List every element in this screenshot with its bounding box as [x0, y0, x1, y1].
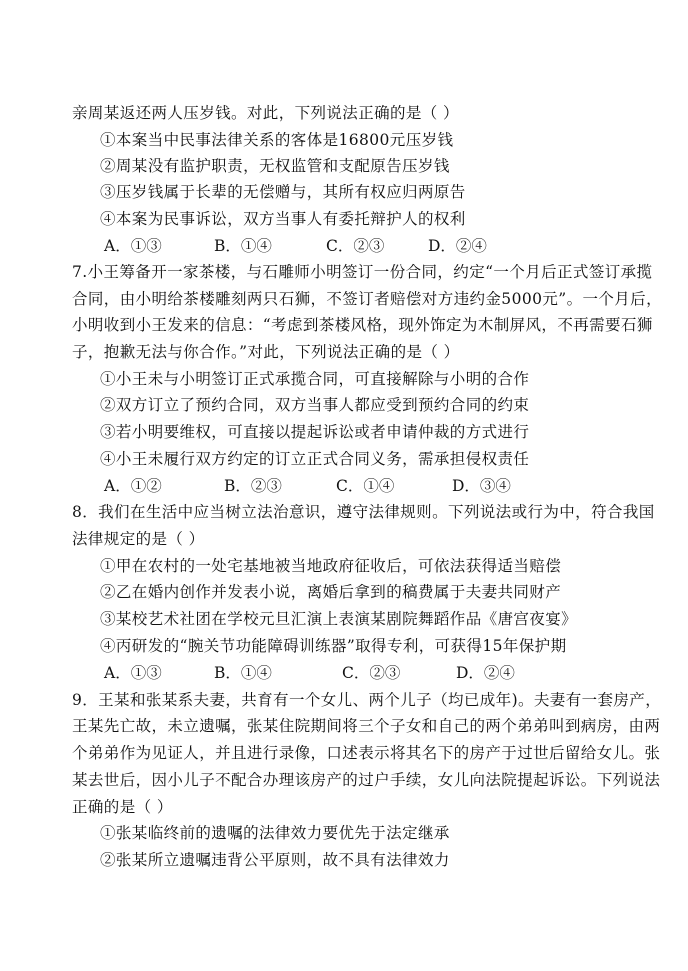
q8-option-b: B．①④: [214, 664, 272, 682]
q6-option-d: D．②④: [428, 237, 487, 255]
q8-statement-4: ④丙研发的“腕关节功能障碍训练器”取得专利，可获得15年保护期: [100, 637, 567, 655]
q6-option-a: A．①③: [104, 237, 162, 255]
q6-statement-3: ③压岁钱属于长辈的无偿赠与，其所有权应归两原告: [100, 183, 466, 201]
q9-statement-2: ②张某所立遗嘱违背公平原则，故不具有法律效力: [100, 851, 450, 869]
q6-statement-4: ④本案为民事诉讼，双方当事人有委托辩护人的权利: [100, 210, 466, 228]
q8-stem-line-1: 8．我们在生活中应当树立法治意识，遵守法律规则。下列说法或行为中，符合我国: [72, 503, 655, 521]
q7-option-d: D．③④: [452, 477, 511, 495]
q9-stem-line-3: 个弟弟作为见证人，并且进行录像，口述表示将其名下的房产于过世后留给女儿。张: [72, 744, 661, 762]
q7-option-b: B．②③: [224, 477, 282, 495]
q7-statement-3: ③若小明要维权，可直接以提起诉讼或者申请仲裁的方式进行: [100, 423, 530, 441]
q7-stem-line-3: 小明收到小王发来的信息：“考虑到茶楼风格，现外饰定为木制屏风，不再需要石狮: [72, 316, 653, 334]
q9-statement-1: ①张某临终前的遗嘱的法律效力要优先于法定继承: [100, 824, 450, 842]
q6-statement-2: ②周某没有监护职责，无权监管和支配原告压岁钱: [100, 157, 450, 175]
q6-option-b: B．①④: [214, 237, 272, 255]
q8-option-a: A．①③: [104, 664, 162, 682]
q7-stem-line-2: 合同，由小明给茶楼雕刻两只石狮，不签订者赔偿对方违约金5000元”。一个月后，: [72, 290, 662, 308]
q8-option-d: D．②④: [456, 664, 515, 682]
q6-option-c: C．②③: [326, 237, 385, 255]
q7-option-c: C．①④: [336, 477, 395, 495]
q8-option-c: C．②③: [342, 664, 401, 682]
q7-statement-2: ②双方订立了预约合同，双方当事人都应受到预约合同的约束: [100, 396, 530, 414]
q7-statement-1: ①小王未与小明签订正式承揽合同，可直接解除与小明的合作: [100, 370, 530, 388]
q7-stem-line-1: 7.小王筹备开一家茶楼，与石雕师小明签订一份合同，约定“一个月后正式签订承揽: [72, 263, 653, 281]
q8-statement-2: ②乙在婚内创作并发表小说，离婚后拿到的稿费属于夫妻共同财产: [100, 583, 562, 601]
q7-statement-4: ④小王未履行双方约定的订立正式合同义务，需承担侵权责任: [100, 450, 530, 468]
q9-stem-line-4: 某去世后，因小儿子不配合办理该房产的过户手续，女儿向法院提起诉讼。下列说法: [72, 771, 661, 789]
q8-statement-1: ①甲在农村的一处宅基地被当地政府征收后，可依法获得适当赔偿: [100, 557, 562, 575]
q8-stem-line-2: 法律规定的是（ ）: [72, 530, 205, 548]
q6-statement-1: ①本案当中民事法律关系的客体是16800元压岁钱: [100, 131, 454, 149]
q9-stem-line-5: 正确的是（ ）: [72, 798, 173, 816]
q9-stem-line-1: 9．王某和张某系夫妻，共育有一个女儿、两个儿子（均已成年)。夫妻有一套房产，: [72, 691, 662, 709]
q6-stem-tail: 亲周某返还两人压岁钱。对此，下列说法正确的是（ ）: [72, 104, 459, 122]
q8-statement-3: ③某校艺术社团在学校元旦汇演上表演某剧院舞蹈作品《唐宫夜宴》: [100, 610, 578, 628]
q7-option-a: A．①②: [104, 477, 162, 495]
q7-stem-line-4: 子，抱歉无法与你合作。”对此，下列说法正确的是（ ）: [72, 343, 460, 361]
q9-stem-line-2: 王某先亡故，未立遗嘱，张某住院期间将三个子女和自己的两个弟弟叫到病房，由两: [72, 717, 661, 735]
